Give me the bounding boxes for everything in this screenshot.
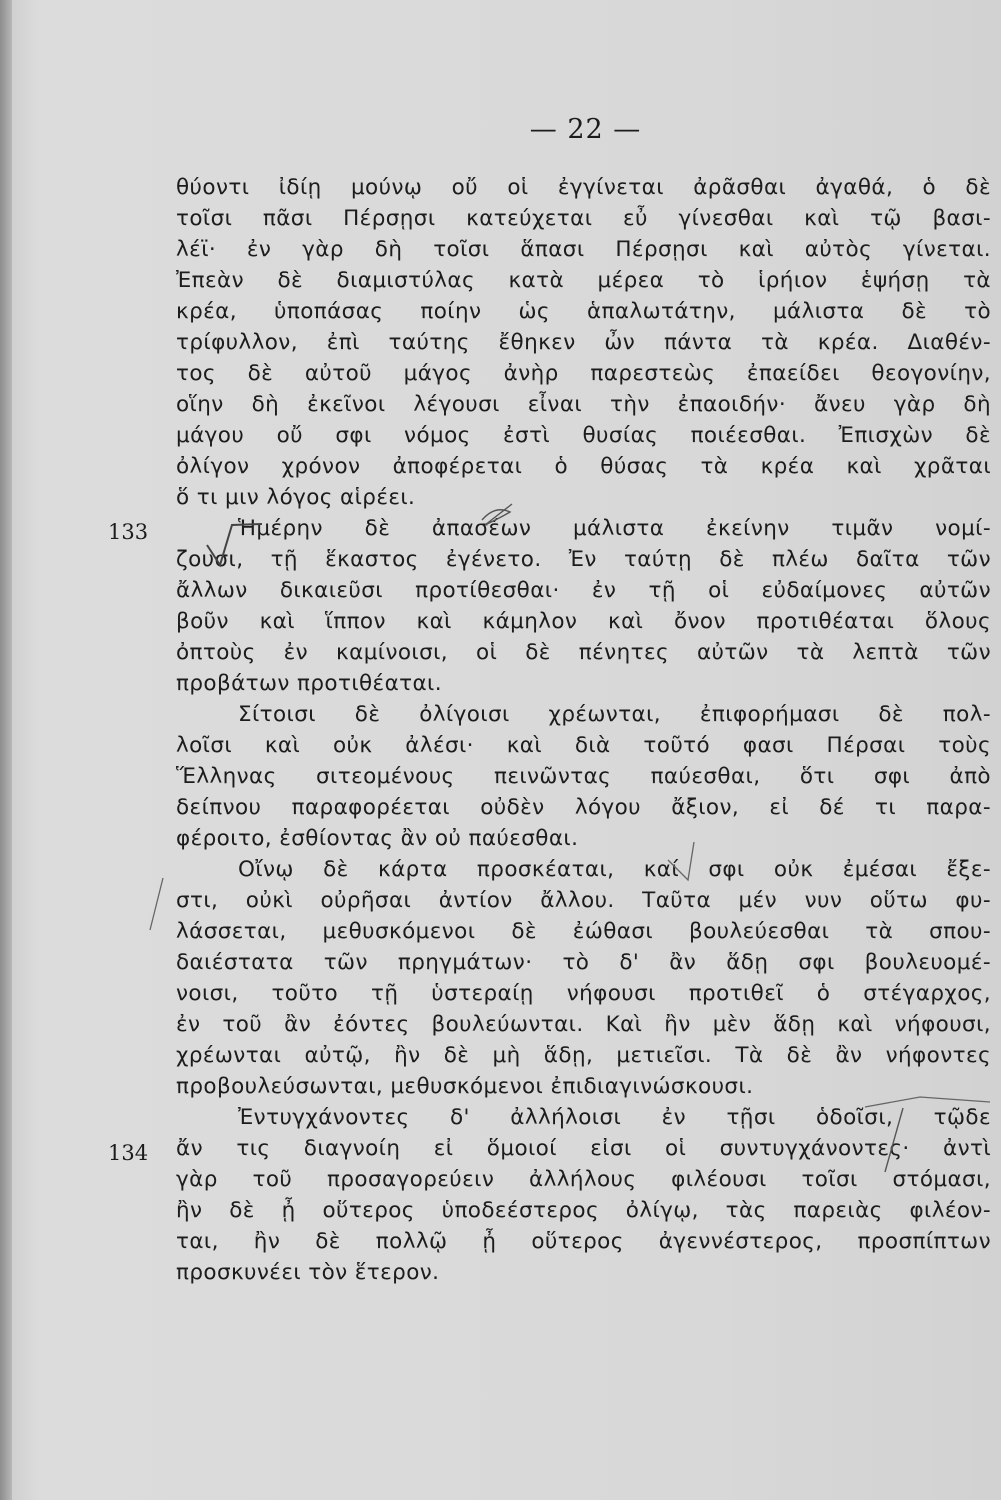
text-line: θύοντι ἰδίῃ μούνῳ οὔ οἱ ἐγγίνεται ἀρᾶσθαι ἀγαθά, ὁ δὲ (176, 175, 991, 200)
text-line: προβάτων προτιθέαται. (176, 671, 442, 696)
text-line: δείπνου παραφορέεται οὐδὲν λόγου ἄξιον, εἰ δέ τι παρα- (176, 795, 991, 820)
text-line: γὰρ τοῦ προσαγορεύειν ἀλλήλους φιλέουσι τοῖσι στόμασι, (176, 1167, 991, 1192)
text-line: ὅ τι μιν λόγος αἱρέει. (176, 485, 416, 510)
body-text (176, 172, 991, 1288)
text-line: τρίφυλλον, ἐπὶ ταύτης ἔθηκεν ὦν πάντα τὰ κρέα. Διαθέν- (176, 330, 991, 355)
text-line: προσκυνέει τὸν ἕτερον. (176, 1260, 440, 1285)
text-line: Ἡμέρην δὲ ἀπασέων μάλιστα ἐκείνην τιμᾶν νομί- (238, 516, 991, 541)
text-line: ζουσι, τῇ ἕκαστος ἐγένετο. Ἐν ταύτῃ δὲ πλέω δαῖτα τῶν (176, 547, 991, 572)
text-line: τοῖσι πᾶσι Πέρσῃσι κατεύχεται εὖ γίνεσθαι καὶ τῷ βασι- (176, 206, 991, 231)
text-line: προβουλεύσωνται, μεθυσκόμενοι ἐπιδιαγινώσκουσι. (176, 1074, 754, 1099)
page-number: — 22 — (529, 114, 642, 145)
text-line: οἵην δὴ ἐκεῖνοι λέγουσι εἶναι τὴν ἐπαοιδήν· ἄνευ γὰρ δὴ (176, 392, 991, 417)
text-line: νοισι, τοῦτο τῇ ὑστεραίῃ νήφουσι προτιθεῖ ὁ στέγαρχος, (176, 981, 991, 1006)
text-line: ἄλλων δικαιεῦσι προτίθεσθαι· ἐν τῇ οἱ εὐδαίμονες αὐτῶν (176, 578, 991, 603)
text-line: ται, ἢν δὲ πολλῷ ᾖ οὕτερος ἀγεννέστερος, προσπίπτων (176, 1229, 991, 1254)
page-edge (0, 0, 12, 1500)
text-line: μάγου οὔ σφι νόμος ἐστὶ θυσίας ποιέεσθαι. Ἐπισχὼν δὲ (176, 423, 991, 448)
text-line: Σίτοισι δὲ ὀλίγοισι χρέωνται, ἐπιφορήμασι δὲ πολ- (238, 702, 991, 727)
text-line: λάσσεται, μεθυσκόμενοι δὲ ἐώθασι βουλεύεσθαι τὰ σπου- (176, 919, 991, 944)
pencil-mark (150, 878, 163, 930)
text-line: βοῦν καὶ ἵππον καὶ κάμηλον καὶ ὄνον προτιθέαται ὅλους (176, 609, 991, 634)
text-line: ἢν δὲ ᾖ οὕτερος ὑποδεέστερος ὀλίγῳ, τὰς παρειὰς φιλέον- (176, 1198, 991, 1223)
text-line: λέϊ· ἐν γὰρ δὴ τοῖσι ἅπασι Πέρσῃσι καὶ αὐτὸς γίνεται. (176, 237, 991, 262)
text-line: Οἴνῳ δὲ κάρτα προσκέαται, καί σφι οὐκ ἐμέσαι ἔξε- (238, 857, 991, 882)
text-line: ὀλίγον χρόνον ἀποφέρεται ὁ θύσας τὰ κρέα καὶ χρᾶται (176, 454, 991, 479)
text-line: κρέα, ὑποπάσας ποίην ὡς ἁπαλωτάτην, μάλιστα δὲ τὸ (176, 299, 991, 324)
text-line: λοῖσι καὶ οὐκ ἀλέσι· καὶ διὰ τοῦτό φασι Πέρσαι τοὺς (176, 733, 991, 758)
text-line: Ἐπεὰν δὲ διαμιστύλας κατὰ μέρεα τὸ ἱρήιον ἑψήσῃ τὰ (176, 268, 991, 293)
text-line: Ἕλληνας σιτεομένους πεινῶντας παύεσθαι, ὅτι σφι ἀπὸ (176, 764, 991, 789)
text-line: δαιέστατα τῶν πρηγμάτων· τὸ δ' ἂν ἅδῃ σφι βουλευομέ- (176, 950, 991, 975)
text-line: ἐν τοῦ ἂν ἐόντες βουλεύωνται. Καὶ ἢν μὲν ἅδῃ καὶ νήφουσι, (176, 1012, 991, 1037)
text-line: ἄν τις διαγνοίη εἰ ὅμοιοί εἰσι οἱ συντυγχάνοντες· ἀντὶ (176, 1136, 991, 1161)
text-line: φέροιτο, ἐσθίοντας ἂν οὐ παύεσθαι. (176, 826, 579, 851)
text-line: ὀπτοὺς ἐν καμίνοισι, οἱ δὲ πένητες αὐτῶν τὰ λεπτὰ τῶν (176, 640, 991, 665)
section-number-134: 134 (108, 1141, 149, 1165)
section-number-133: 133 (108, 520, 149, 544)
text-line: χρέωνται αὐτῷ, ἢν δὲ μὴ ἅδῃ, μετιεῖσι. Τὰ δὲ ἂν νήφοντες (176, 1043, 991, 1068)
text-line: στι, οὐκὶ οὐρῆσαι ἀντίον ἄλλου. Ταῦτα μέν νυν οὕτω φυ- (176, 888, 991, 913)
text-line: Ἐντυγχάνοντες δ' ἀλλήλοισι ἐν τῇσι ὁδοῖσι, τῷδε (238, 1105, 991, 1130)
text-line: τος δὲ αὐτοῦ μάγος ἀνὴρ παρεστεὼς ἐπαείδει θεογονίην, (176, 361, 991, 386)
